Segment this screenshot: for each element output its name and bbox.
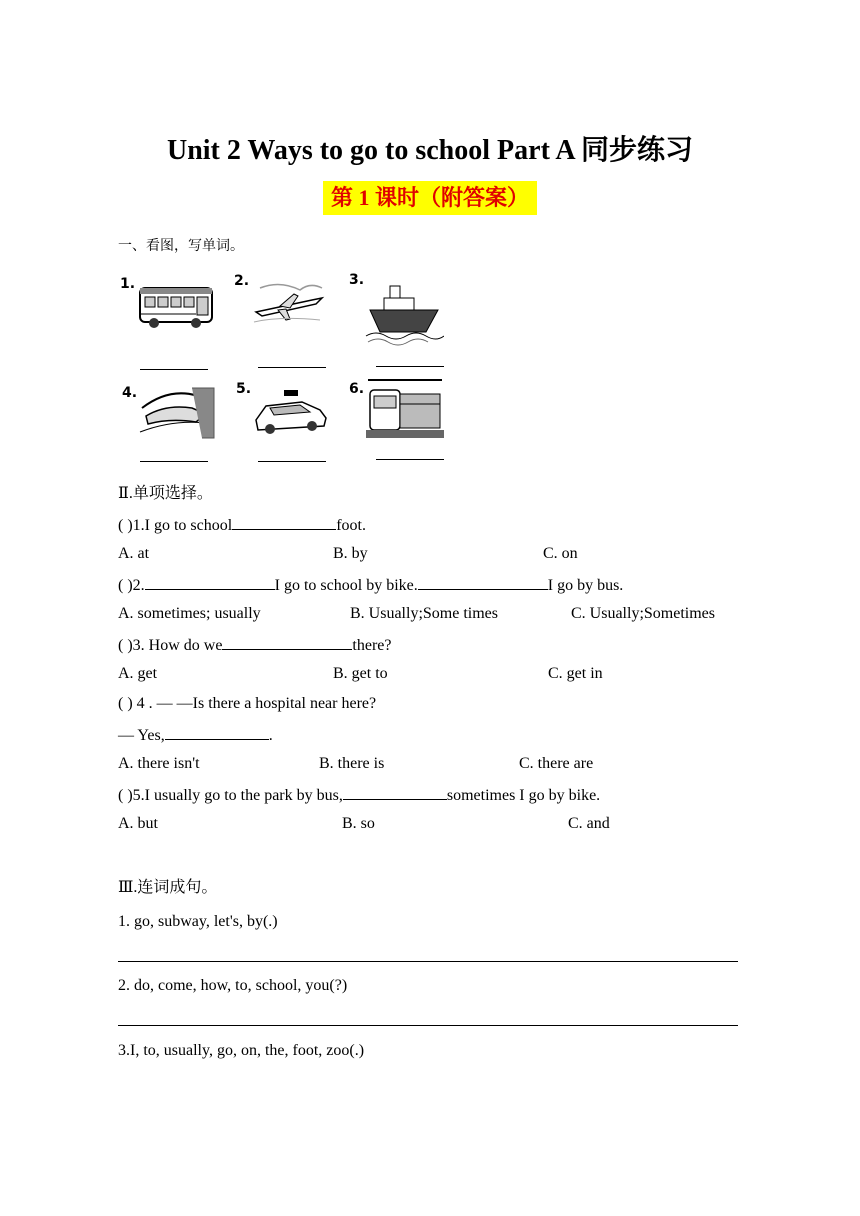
answer-line-3 [376,366,444,367]
question-5-stem: ( )5.I usually go to the park by bus, [118,787,343,804]
taxi-icon [250,380,330,446]
section2-heading: Ⅱ.单项选择。 [118,485,213,502]
question-1-end: foot. [336,517,366,534]
question-5-end: sometimes I go by bike. [446,787,601,804]
answer-line-5 [258,461,326,462]
picture-number-1: 1. [120,276,136,292]
q3-option-b: B. get to [333,665,388,682]
question-2-blank-2[interactable] [418,574,548,590]
q5-option-b: B. so [342,815,375,832]
answer-line-2 [258,367,326,368]
q2-option-b: B. Usually;Some times [350,605,498,622]
bus-icon [136,276,216,342]
sentence-item-2: 2. do, come, how, to, school, you(?) [118,977,348,994]
q2-option-a: A. sometimes; usually [118,605,261,622]
q4-option-b: B. there is [319,755,385,772]
q2-option-c: C. Usually;Sometimes [571,605,715,622]
question-1 [118,514,366,536]
question-4-reply: — Yes, [118,727,165,744]
question-2-middle: I go to school by bike. [274,577,418,594]
question-4-end: . [268,727,273,744]
answer-line-6 [376,459,444,460]
picture-number-4: 4. [122,385,138,401]
q3-option-c: C. get in [548,665,603,682]
sentence-answer-line-1[interactable] [118,961,738,962]
question-5 [118,784,600,806]
question-2 [118,574,623,596]
question-4-blank[interactable] [165,724,269,740]
answer-line-4 [140,461,208,462]
sentence-item-1: 1. go, subway, let's, by(.) [118,913,278,930]
question-1-blank[interactable] [232,514,336,530]
page-title: Unit 2 Ways to go to school Part A 同步练习 [166,135,694,166]
q1-option-c: C. on [543,545,578,562]
sentence-item-3: 3.I, to, usually, go, on, the, foot, zoo(.) [118,1042,365,1059]
picture-number-5: 5. [236,381,252,397]
question-3-end: there? [352,637,392,654]
picture-number-3: 3. [349,272,365,288]
question-2-end: I go by bus. [547,577,624,594]
section1-heading: 一、看图，写单词。 [118,238,244,254]
train-icon [136,378,216,444]
q1-option-b: B. by [333,545,368,562]
q4-option-c: C. there are [519,755,594,772]
answer-line-1 [140,369,208,370]
question-3-blank[interactable] [222,634,352,650]
question-1-stem: ( )1.I go to school [118,517,233,534]
question-2-blank-1[interactable] [145,574,275,590]
plane-icon [250,268,330,334]
subtitle-wrap [0,181,860,215]
q3-option-a: A. get [118,665,158,682]
section3-heading: Ⅲ.连词成句。 [118,879,218,896]
question-3-stem: ( )3. How do we [118,637,223,654]
question-4: ( ) 4 . — —Is there a hospital near here? [118,695,377,712]
picture-number-2: 2. [234,273,250,289]
subway-icon [364,374,444,442]
question-5-blank[interactable] [343,784,447,800]
ship-icon [364,276,444,348]
picture-number-6: 6. [349,381,365,397]
question-2-stem: ( )2. [118,577,145,594]
q5-option-a: A. but [118,815,158,832]
sentence-answer-line-2[interactable] [118,1025,738,1026]
q1-option-a: A. at [118,545,150,562]
question-4-answer-line [118,724,273,746]
q4-option-a: A. there isn't [118,755,200,772]
lesson-subtitle: 第 1 课时（附答案） [323,181,537,215]
q5-option-c: C. and [568,815,610,832]
question-3 [118,634,392,656]
